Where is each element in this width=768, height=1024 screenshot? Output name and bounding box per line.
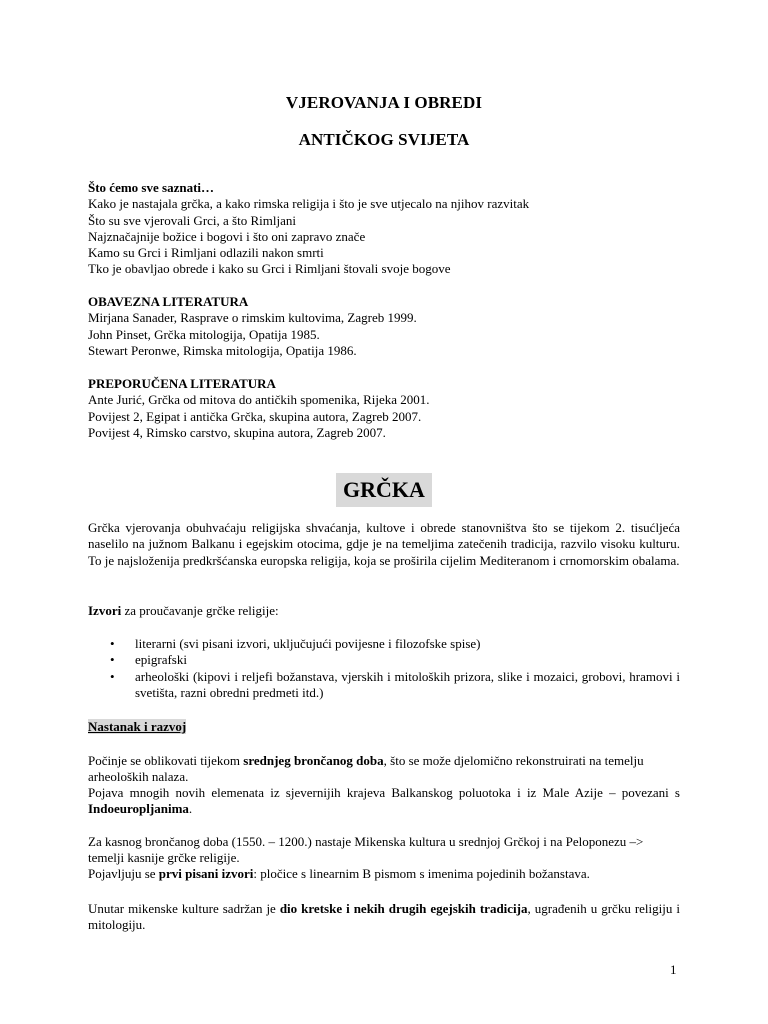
recommended-literature-item: Povijest 2, Egipat i antička Grčka, skupina autora, Zagreb 2007.	[88, 408, 422, 424]
intro-item: Kako je nastajala grčka, a kako rimska religija i što je sve utjecalo na njihov razvitak	[88, 196, 530, 212]
intro-heading: Što ćemo sve saznati…	[88, 180, 215, 195]
paragraph-intro-greek-religion: Grčka vjerovanja obuhvaćaju religijska shvaćanja, kultove i obrede stanovništva što se tijekom 2. tisućljeća naselilo na južnom Balkanu i egejskim otocima, gdje je na temeljima zatečenih tradicija, razvilo visoku kulturu. To je najsloženija predkršćanska europska religija, koja se proširila cijelim Mediteranom i crnomorskim obalama.	[88, 520, 680, 568]
paragraph-text: , što se može djelomično rekonstruirati na temelju arheoloških nalaza.	[88, 753, 644, 785]
paragraph-mycenaean: Za kasnog brončanog doba (1550. – 1200.) nastaje Mikenska kultura u srednjoj Grčkoj i na Peloponezu –> temelji kasnije grčke religije.	[88, 834, 644, 866]
required-literature-heading: OBAVEZNA LITERATURA	[88, 294, 249, 309]
sources-list	[110, 636, 680, 701]
bullet-icon: •	[110, 652, 115, 668]
intro-item: Najznačajnije božice i bogovi i što oni zapravo znače	[88, 228, 366, 244]
intro-item: Kamo su Grci i Rimljani odlazili nakon smrti	[88, 245, 324, 261]
title-line-2: ANTIČKOG SVIJETA	[298, 130, 470, 149]
section-title-grcka: GRČKA	[336, 473, 432, 507]
paragraph-text: Pojavljuju se	[88, 866, 159, 881]
list-item-text: literarni (svi pisani izvori, uključujući povijesne i filozofske spise)	[135, 636, 481, 651]
required-literature-item: Stewart Peronwe, Rimska mitologija, Opatija 1986.	[88, 342, 357, 358]
paragraph-text: Pojava mnogih novih elemenata iz sjevernijih krajeva Balkanskog poluotoka i iz Male Azije – povezani s	[88, 785, 680, 800]
recommended-literature-heading: PREPORUČENA LITERATURA	[88, 376, 276, 391]
required-literature-section	[88, 294, 680, 359]
emphasis-text: srednjeg brončanog doba	[243, 753, 384, 768]
paragraph-written-sources	[88, 866, 680, 882]
recommended-literature-item: Ante Jurić, Grčka od mitova do antičkih spomenika, Rijeka 2001.	[88, 392, 430, 408]
intro-section	[88, 180, 680, 278]
title-line-1: VJEROVANJA I OBREDI	[285, 93, 483, 112]
paragraph-text: , ugrađenih u grčku religiju i mitologiju.	[88, 901, 680, 933]
paragraph-text: Počinje se oblikovati tijekom	[88, 753, 244, 768]
page-number: 1	[670, 962, 677, 977]
sources-text: za proučavanje grčke religije:	[121, 603, 279, 618]
list-item-text: epigrafski	[135, 652, 187, 668]
paragraph-text: : pločice s linearnim B pismom s imenima pojedinih božanstava.	[253, 866, 590, 881]
intro-item: Što su sve vjerovali Grci, a što Rimljani	[88, 212, 296, 228]
list-item-text: arheološki (kipovi i reljefi božanstava, vjerskih i mitoloških prizora, slike i mozaici, grobovi, hramovi i svetišta, razni obredni predmeti itd.)	[135, 668, 680, 700]
required-literature-item: Mirjana Sanader, Rasprave o rimskim kultovima, Zagreb 1999.	[88, 310, 417, 326]
emphasis-text: dio kretske i nekih drugih egejskih tradicija	[279, 901, 528, 916]
list-item	[110, 669, 680, 702]
sources-intro	[88, 603, 680, 619]
paragraph-cretan-traditions	[88, 901, 680, 934]
list-item	[110, 652, 680, 668]
required-literature-item: John Pinset, Grčka mitologija, Opatija 1985.	[88, 326, 320, 342]
subheading-nastanak-i-razvoj: Nastanak i razvoj	[88, 719, 187, 734]
paragraph-new-elements	[88, 785, 680, 818]
list-item	[110, 636, 680, 652]
recommended-literature-section	[88, 376, 680, 441]
bullet-icon: •	[110, 668, 115, 684]
sources-label: Izvori	[88, 603, 122, 618]
intro-item: Tko je obavljao obrede i kako su Grci i Rimljani štovali svoje bogove	[88, 261, 451, 277]
paragraph-origin	[88, 753, 680, 786]
emphasis-text: Indoeuropljanima	[88, 801, 189, 817]
paragraph-text: .	[188, 801, 193, 817]
subheading-row	[88, 719, 680, 735]
paragraph-text: Unutar mikenske kulture sadržan je	[88, 901, 280, 916]
bullet-icon: •	[110, 636, 115, 651]
emphasis-text: prvi pisani izvori	[158, 866, 254, 881]
recommended-literature-item: Povijest 4, Rimsko carstvo, skupina autora, Zagreb 2007.	[88, 424, 386, 440]
